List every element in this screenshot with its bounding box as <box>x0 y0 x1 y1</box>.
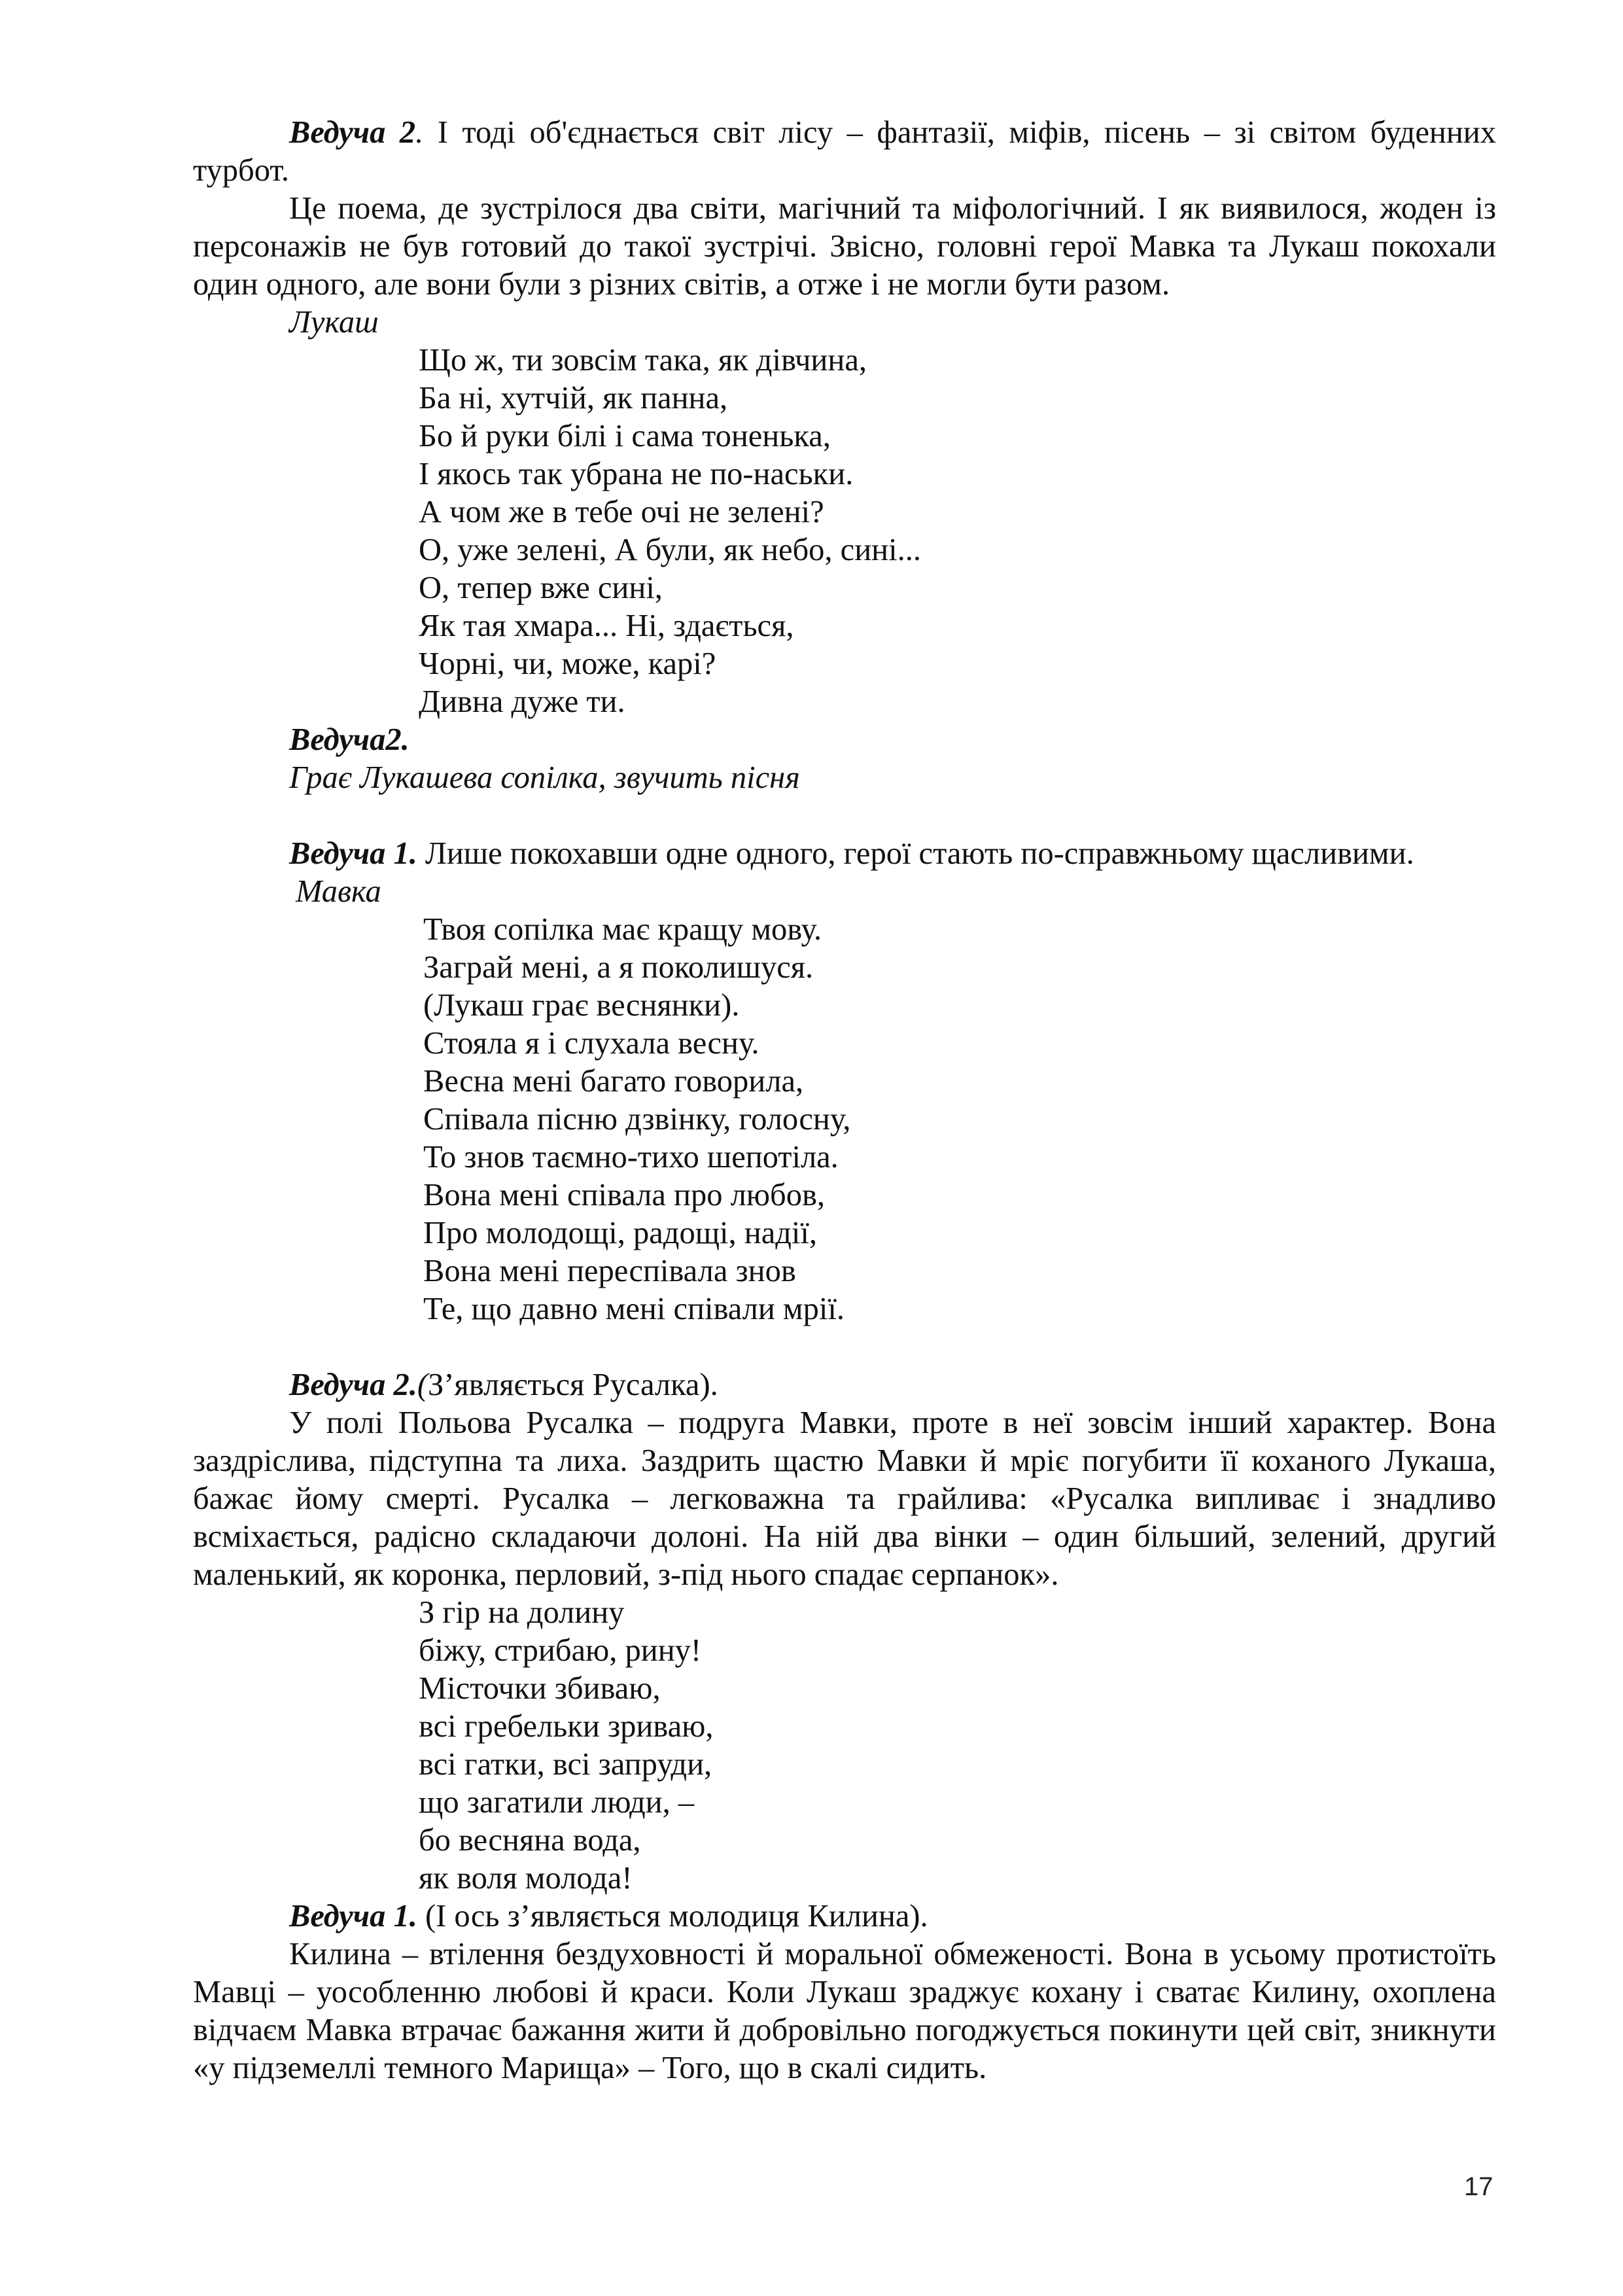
verse-line: Бо й руки білі і сама тоненька, <box>419 419 831 453</box>
verse-block <box>193 1594 1496 1898</box>
speaker-punct: . <box>415 115 424 150</box>
verse-line: Співала пісню дзвінку, голосну, <box>423 1102 851 1137</box>
verse-line: Вона мені переспівала знов <box>423 1254 796 1288</box>
verse-line: Те, що давно мені співали мрії. <box>423 1292 845 1326</box>
verse-line: що загатили люди, – <box>419 1785 695 1820</box>
character-name: Лукаш <box>289 305 379 340</box>
verse-line: Заграй мені, а я поколишуся. <box>423 950 814 985</box>
stage-direction: Грає Лукашева сопілка, звучить пісня <box>289 760 800 795</box>
spacer <box>193 797 1496 835</box>
speaker-name: Ведуча 1. <box>289 1899 417 1934</box>
verse-line: як воля молода! <box>419 1861 633 1896</box>
spacer <box>193 1328 1496 1366</box>
verse-line: А чом же в тебе очі не зелені? <box>419 495 824 529</box>
verse-line: (Лукаш грає веснянки). <box>423 988 740 1023</box>
lead-paragraph <box>193 1366 1496 1404</box>
paragraph-text: І тоді об'єднається світ лісу – фантазії, міфів, пісень – зі світом буденних турбот. <box>193 115 1496 188</box>
verse-line: З гір на долину <box>419 1595 625 1630</box>
body-paragraph: Килина – втілення бездуховності й моральної обмеженості. Вона в усьому протистоїть Мавці – уособленню любові й краси. Коли Лукаш зраджує кохану і сватає Килину, охоплена відчаєм Мавка втрачає бажання жити й добровільно погоджується покинути цей світ, зникнути «у підземеллі темного Марища» – Того, що в скалі сидить. <box>193 1937 1496 2085</box>
lead-paragraph <box>193 835 1496 873</box>
lead-paragraph <box>193 114 1496 190</box>
verse-line: І якось так убрана не по-наськи. <box>419 457 854 491</box>
speaker-name: Ведуча 2. <box>289 1368 417 1402</box>
body-paragraph: Це поема, де зустрілося два світи, магічний та міфологічний. І як виявилося, жоден із персонажів не був готовий до такої зустрічі. Звісно, головні герої Мавка та Лукаш покохали один одного, але вони були з різних світів, а отже і не могли бути разом. <box>193 191 1496 302</box>
verse-line: Дивна дуже ти. <box>419 684 625 719</box>
body-paragraph: У полі Польова Русалка – подруга Мавки, проте в неї зовсім інший характер. Вона заздріслива, підступна та лиха. Заздрить щастю Мавки й мріє погубити її коханого Лукаша, бажає йому смерті. Русалка – легковажна та грайлива: «Русалка випливає і знадливо всміхається, радісно складаючи долоні. На ній два вінки – один більший, зелений, другий маленький, як коронка, перловий, з-під нього спадає серпанок». <box>193 1405 1496 1592</box>
verse-line: біжу, стрибаю, рину! <box>419 1633 702 1668</box>
verse-line: Стояла я і слухала весну. <box>423 1026 759 1061</box>
page-number: 17 <box>1464 2172 1493 2201</box>
speaker-punct: ( <box>417 1368 428 1402</box>
lead-paragraph <box>193 1898 1496 1935</box>
speaker-name: Ведуча 2 <box>289 115 416 150</box>
verse-line: О, уже зелені, А були, як небо, сині... <box>419 533 921 567</box>
verse-line: О, тепер вже сині, <box>419 571 663 605</box>
verse-line: Твоя сопілка має кращу мову. <box>423 912 822 947</box>
verse-line: всі гатки, всі запруди, <box>419 1747 712 1782</box>
verse-line: Вона мені співала про любов, <box>423 1178 825 1212</box>
verse-line: Місточки збиваю, <box>419 1671 661 1706</box>
page-content <box>193 114 1496 2087</box>
verse-line: Ба ні, хутчій, як панна, <box>419 381 728 415</box>
paragraph-text: З’являється Русалка). <box>427 1368 718 1402</box>
verse-line: Що ж, ти зовсім така, як дівчина, <box>419 343 867 378</box>
verse-line: Як тая хмара... Ні, здається, <box>419 609 794 643</box>
verse-line: всі гребельки зриваю, <box>419 1709 714 1744</box>
paragraph-text: Лише покохавши одне одного, герої стають по-справжньому щасливими. <box>417 836 1414 871</box>
verse-block <box>193 342 1496 721</box>
verse-line: Про молодощі, радощі, надії, <box>423 1216 818 1250</box>
verse-line: бо весняна вода, <box>419 1823 641 1858</box>
speaker-line: Ведуча2. <box>289 722 410 757</box>
character-name: Мавка <box>296 874 381 909</box>
verse-line: Чорні, чи, може, карі? <box>419 646 716 681</box>
verse-line: Весна мені багато говорила, <box>423 1064 804 1099</box>
paragraph-text: (І ось з’являється молодиця Килина). <box>417 1899 928 1934</box>
verse-line: То знов таємно-тихо шепотіла. <box>423 1140 839 1174</box>
verse-block <box>193 911 1496 1328</box>
speaker-name: Ведуча 1. <box>289 836 417 871</box>
